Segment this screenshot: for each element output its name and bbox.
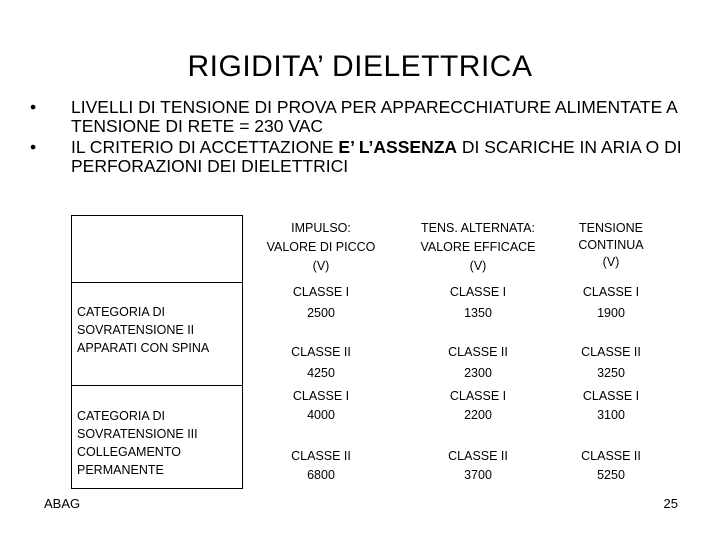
bullet-marker: • (30, 137, 37, 157)
table-cell (561, 387, 661, 425)
cell-value: 2300 (464, 366, 492, 380)
bullet-text-end: DI SCARICHE IN ARIA O DI PERFORAZIONI DEI DIELETTRICI (71, 137, 682, 176)
cell-value: 1350 (464, 306, 492, 320)
table-cell (253, 447, 389, 485)
cell-value: 3700 (464, 468, 492, 482)
cell-class: CLASSE I (292, 389, 350, 403)
header-line: TENSIONE (579, 221, 643, 235)
bullet-marker: • (30, 97, 37, 117)
cell-class: CLASSE II (448, 449, 508, 463)
header-line: (V) (312, 259, 330, 273)
cell-value: 4250 (307, 366, 335, 380)
header-line: CONTINUA (578, 238, 644, 252)
cell-class: CLASSE I (582, 389, 640, 403)
slide-title: RIGIDITA’ DIELETTRICA (187, 50, 533, 83)
cell-class: CLASSE I (292, 285, 350, 299)
cell-value: 5250 (597, 468, 625, 482)
bullet-emphasis: E’ L’ASSENZA (338, 137, 458, 157)
cell-value: 2500 (307, 306, 335, 320)
cell-value: 4000 (307, 408, 335, 422)
category-line: COLLEGAMENTO (77, 445, 181, 459)
header-line: (V) (602, 255, 620, 269)
table-cell (561, 283, 661, 323)
category-line: SOVRATENSIONE III (77, 427, 198, 441)
category-iii-label (77, 407, 198, 479)
category-line: CATEGORIA DI (77, 305, 165, 319)
header-line: IMPULSO: (291, 221, 351, 235)
header-line: TENS. ALTERNATA: (421, 221, 535, 235)
cell-class: CLASSE I (582, 285, 640, 299)
table-cell (403, 283, 553, 323)
category-header-separator (71, 282, 243, 283)
table-cell (403, 387, 553, 425)
header-line: VALORE DI PICCO (266, 240, 376, 254)
header-line: (V) (469, 259, 487, 273)
table-cell (561, 343, 661, 383)
bullet-item (30, 138, 690, 176)
cell-class: CLASSE I (449, 285, 507, 299)
cell-value: 3250 (597, 366, 625, 380)
header-ac (403, 219, 553, 276)
cell-value: 3100 (597, 408, 625, 422)
header-line: VALORE EFFICACE (420, 240, 536, 254)
cell-class: CLASSE II (291, 345, 351, 359)
table-cell (253, 283, 389, 323)
cell-class: CLASSE II (291, 449, 351, 463)
category-line: APPARATI CON SPINA (77, 341, 210, 355)
bullet-list (30, 98, 690, 178)
category-line: CATEGORIA DI (77, 409, 165, 423)
table-cell (403, 447, 553, 485)
category-line: PERMANENTE (77, 463, 164, 477)
footer-company: ABAG (44, 496, 81, 511)
cell-class: CLASSE II (581, 345, 641, 359)
page-number: 25 (663, 496, 678, 511)
cell-class: CLASSE II (448, 345, 508, 359)
bullet-text: LIVELLI DI TENSIONE DI PROVA PER APPARECCHIATURE ALIMENTATE A TENSIONE DI RETE = 230 VAC (71, 97, 677, 136)
table-cell (253, 343, 389, 383)
category-ii-label (77, 303, 209, 357)
category-row-separator (71, 385, 243, 386)
bullet-item (30, 98, 690, 136)
table-cell (253, 387, 389, 425)
cell-value: 2200 (464, 408, 492, 422)
cell-value: 6800 (307, 468, 335, 482)
voltage-test-table (71, 215, 666, 489)
table-cell (403, 343, 553, 383)
cell-class: CLASSE II (581, 449, 641, 463)
bullet-text: IL CRITERIO DI ACCETTAZIONE (71, 137, 339, 157)
header-dc (561, 220, 661, 271)
cell-class: CLASSE I (449, 389, 507, 403)
category-line: SOVRATENSIONE II (77, 323, 195, 337)
table-cell (561, 447, 661, 485)
header-impulse (253, 219, 389, 276)
cell-value: 1900 (597, 306, 625, 320)
